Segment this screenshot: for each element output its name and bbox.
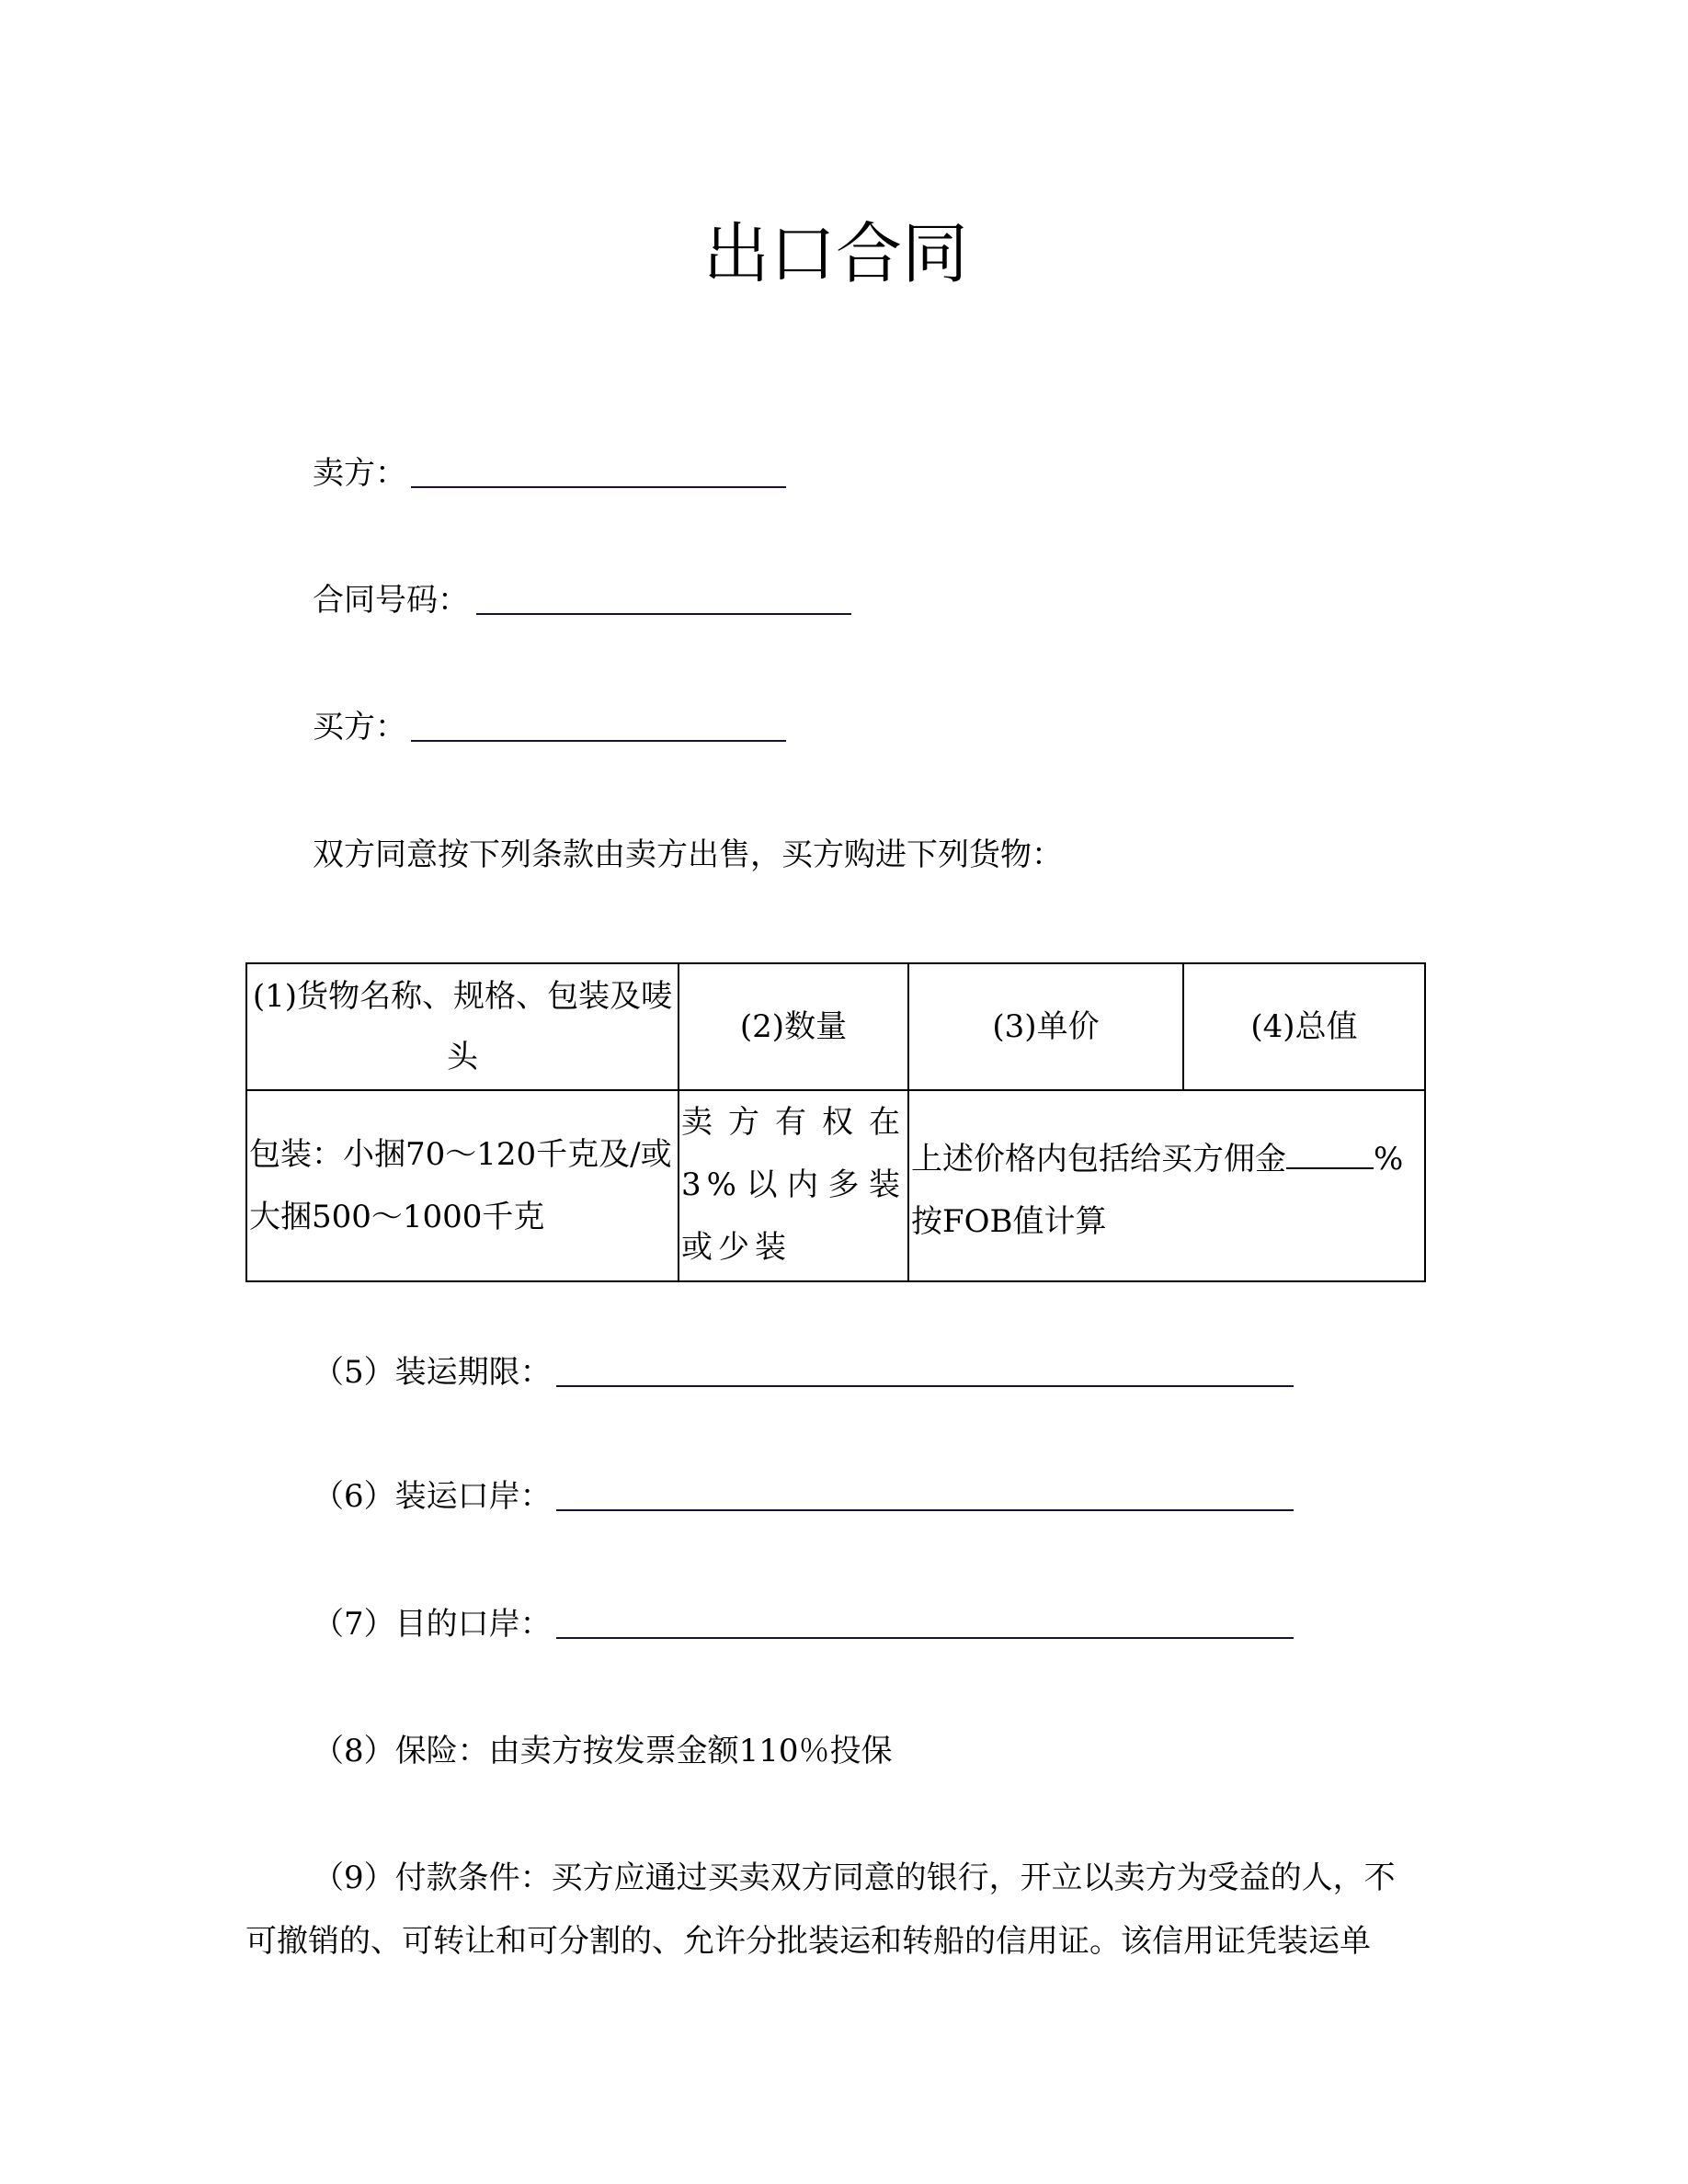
- commission-text: 上述价格内包括给买方佣金: [911, 1141, 1286, 1177]
- destination-port-blank[interactable]: [556, 1637, 1294, 1639]
- payment-clause-line1: （9）付款条件：买方应通过买卖双方同意的银行，开立以卖方为受益的人，不: [313, 1860, 1396, 1896]
- destination-port-label: （7）目的口岸：: [313, 1606, 552, 1643]
- loading-port-blank[interactable]: [556, 1509, 1294, 1511]
- cell-goods: 包装：小捆70～120千克及/或大捆500～1000千克: [246, 1090, 679, 1281]
- header-unit-price: (3)单价: [908, 963, 1183, 1090]
- shipment-period-label: （5）装运期限：: [313, 1354, 552, 1391]
- loading-port-label: （6）装运口岸：: [313, 1478, 552, 1515]
- cell-price: [908, 1090, 1425, 1281]
- commission-suffix: %按FOB值计算: [911, 1141, 1404, 1240]
- intro-text: 双方同意按下列条款由卖方出售，买方购进下列货物：: [313, 836, 1063, 873]
- insurance-clause: （8）保险：由卖方按发票金额110％投保: [313, 1733, 893, 1769]
- cell-quantity: 卖方有权在3%以内多装或少装: [679, 1090, 908, 1281]
- page-title: 出口合同: [702, 215, 968, 292]
- header-quantity: (2)数量: [679, 963, 908, 1090]
- buyer-blank[interactable]: [411, 740, 786, 742]
- contract-number-label: 合同号码：: [313, 582, 469, 619]
- shipment-period-blank[interactable]: [556, 1385, 1294, 1387]
- contract-number-blank[interactable]: [476, 613, 851, 615]
- header-goods: (1)货物名称、规格、包装及唛头: [246, 963, 679, 1090]
- buyer-label: 买方：: [313, 709, 406, 745]
- commission-blank[interactable]: [1286, 1140, 1374, 1169]
- seller-blank[interactable]: [411, 486, 786, 488]
- header-total-value: (4)总值: [1183, 963, 1425, 1090]
- payment-clause-line2: 可撤销的、可转让和可分割的、允许分批装运和转船的信用证。该信用证凭装运单: [245, 1923, 1371, 1960]
- goods-table: [245, 962, 1426, 1282]
- seller-label: 卖方：: [313, 455, 406, 492]
